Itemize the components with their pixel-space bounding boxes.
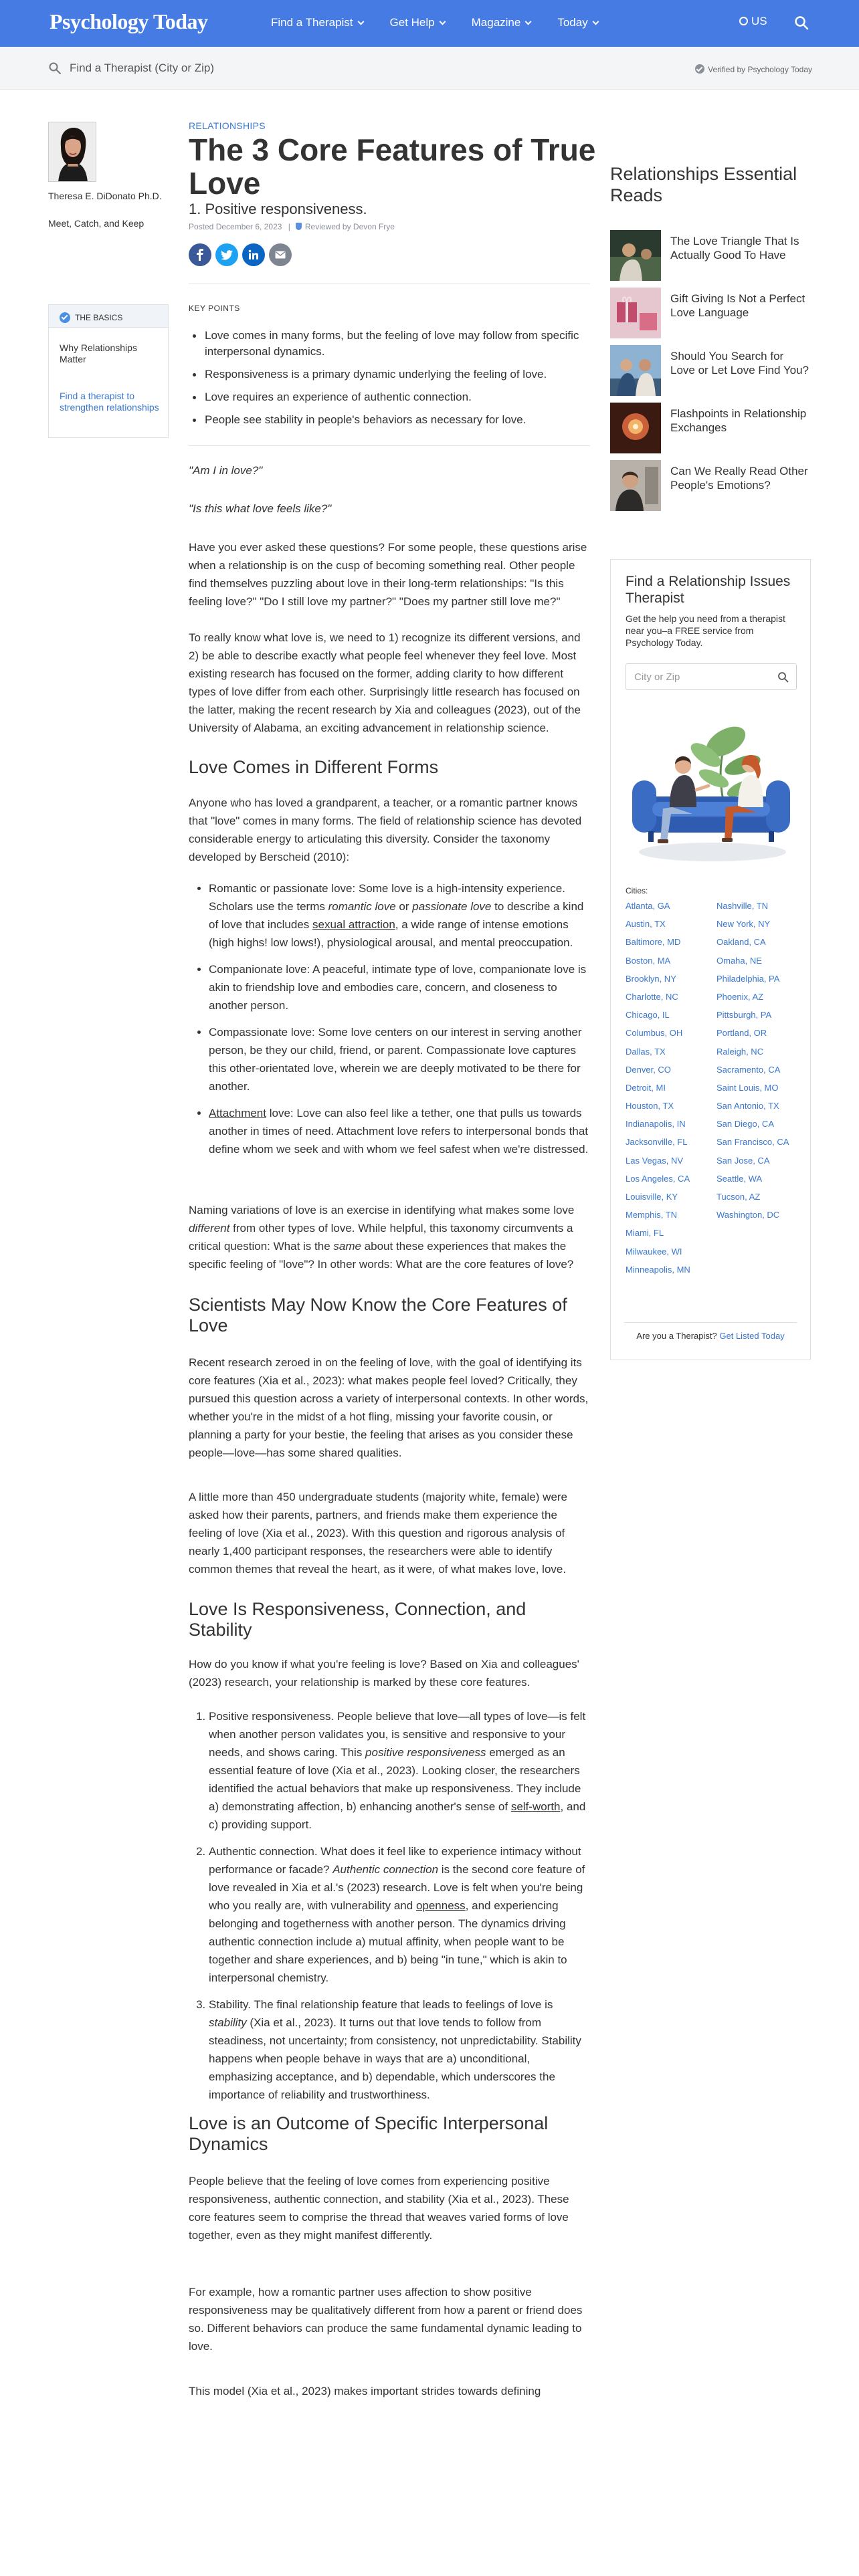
city-link[interactable]: Louisville, KY <box>626 1192 678 1202</box>
city-link[interactable]: Nashville, TN <box>717 901 769 911</box>
city-link[interactable]: Indianapolis, IN <box>626 1119 686 1130</box>
list-item: • Romantic or passionate love: Some love is a high-intensity experience. Scholars use the terms romantic love or passionate love to describe a kind of love that includes sexual attraction, a wide range of intense emotions (high highs! low lows!), physiological arousal, and mental preoccupation. <box>209 879 590 952</box>
check-icon <box>695 64 704 74</box>
search-icon[interactable] <box>777 671 789 683</box>
site-logo[interactable]: Psychology Today <box>50 9 208 33</box>
city-link[interactable]: Milwaukee, WI <box>626 1246 682 1257</box>
essential-read-item[interactable] <box>610 403 811 460</box>
share-buttons <box>189 243 292 266</box>
nav-label: Magazine <box>471 16 521 29</box>
city-link[interactable]: San Jose, CA <box>717 1155 770 1166</box>
chevron-down-icon <box>439 19 446 25</box>
city-link[interactable]: Baltimore, MD <box>626 937 681 948</box>
article-paragraph: A little more than 450 undergraduate students (majority white, female) were asked how their parents, partners, and friends make them experience the feeling of love (Xia et al., 2023). With this question and rigorous analysis of nearly 1,400 participant responses, the researchers were able to identify common themes that reveal the heart, as it were, of what makes love, love. <box>189 1491 568 1576</box>
city-link[interactable]: Brooklyn, NY <box>626 973 676 984</box>
the-basics-box <box>48 304 169 438</box>
chevron-down-icon <box>525 19 532 25</box>
article-paragraph: Naming variations of love is an exercise in identifying what makes some love different from other types of love. While helpful, this taxonomy circumvents a critical question: What is the same about these experiences that makes the specific feeling of "love"? In other words: What are the core features of love? <box>189 1204 575 1271</box>
city-link[interactable]: Raleigh, NC <box>717 1046 764 1057</box>
inline-link[interactable]: self-worth <box>510 1800 561 1813</box>
article-category[interactable]: RELATIONSHIPS <box>189 120 266 131</box>
basics-header <box>49 305 168 328</box>
article-title: The 3 Core Features of True Love <box>189 132 596 201</box>
list-item: • Companionate love: A peaceful, intimate type of love, companionate love is akin to friendship love and embodies care, concern, and closeness to another person. <box>209 960 590 1014</box>
list-item: 1. Positive responsiveness. People believe that love—all types of love—is felt when another person validates you, is sensitive and responsive to your needs, and shows caring. This positive responsiveness emerged as an essential feature of love (Xia et al., 2023). Looking closer, the researchers identified the actual behaviors that make up responsiveness. They include a) demonstrating affection, b) enhancing another's sense of self-worth, and c) providing support. <box>209 1707 590 1834</box>
read-title[interactable]: Can We Really Read Other People's Emotions? <box>670 465 808 492</box>
read-thumbnail <box>610 460 661 511</box>
find-therapist-text: Get the help you need from a therapist near you–a FREE service from Psychology Today. <box>626 613 785 648</box>
city-link[interactable]: Tucson, AZ <box>717 1192 761 1202</box>
city-link[interactable]: Chicago, IL <box>626 1010 670 1021</box>
key-point: People see stability in people's behaviors as necessary for love. <box>189 412 590 428</box>
email-share-button[interactable] <box>269 243 292 266</box>
article-paragraph: This model (Xia et al., 2023) makes important strides towards defining <box>189 2385 541 2397</box>
key-point: Responsiveness is a primary dynamic underlying the feeling of love. <box>189 366 590 383</box>
cities-label: Cities: <box>626 886 648 895</box>
city-link[interactable]: Philadelphia, PA <box>717 973 780 984</box>
therapist-search-label[interactable]: Find a Therapist (City or Zip) <box>70 62 215 74</box>
list-item: • Compassionate love: Some love centers on our interest in serving another person, be they our child, friend, or parent. Compassionate love captures this other-orientated love, wherein we are deeply motivated to be there for another. <box>209 1023 590 1095</box>
basics-link-relationships[interactable]: Why Relationships Matter <box>60 342 137 364</box>
article-subtitle: 1. Positive responsiveness. <box>189 201 367 217</box>
therapist-listing-cta <box>624 1330 797 1341</box>
city-zip-input[interactable] <box>626 663 797 690</box>
facebook-share-button[interactable] <box>189 243 211 266</box>
city-link[interactable]: San Antonio, TX <box>717 1101 779 1111</box>
city-link[interactable]: San Francisco, CA <box>717 1137 789 1148</box>
nav-magazine[interactable] <box>472 16 531 29</box>
list-item: 2. Authentic connection. What does it feel like to experience intimacy without performance or facade? Authentic connection is the second core feature of love revealed in Xia et al.'s (2023) research. Love is felt when you're being who you really are, with vulnerability and openness, and experiencing belonging and togetherness with another person. The dynamics driving authentic connection include a) mutual affinity, when people want to be together and share experiences, and b) being "in tune," which is akin to interpersonal chemistry. <box>209 1842 590 1987</box>
city-link[interactable]: Jacksonville, FL <box>626 1137 688 1148</box>
list-item: • Attachment love: Love can also feel like a tether, one that pulls us towards another in times of need. Attachment love refers to interpersonal bonds that define whom we seek and with whom we feel safest when we're distressed. <box>209 1104 590 1158</box>
essential-reads-list <box>610 230 811 518</box>
find-therapist-box <box>610 559 811 1360</box>
city-link[interactable]: Omaha, NE <box>717 955 762 966</box>
read-title[interactable]: The Love Triangle That Is Actually Good To Have <box>670 235 799 261</box>
article-meta <box>189 222 395 231</box>
key-point: Love comes in many forms, but the feeling of love may follow from specific interpersonal dynamics. <box>189 328 590 360</box>
city-link[interactable]: Memphis, TN <box>626 1210 678 1220</box>
verified-text: Verified by Psychology Today <box>708 65 812 74</box>
linkedin-share-button[interactable] <box>242 243 265 266</box>
nav-find-therapist[interactable] <box>271 16 363 29</box>
listing-question: Are you a Therapist? <box>636 1331 717 1341</box>
verified-badge <box>695 64 812 74</box>
chevron-down-icon <box>592 19 599 25</box>
article-paragraph: To really know what love is, we need to 1) recognize its different versions, and 2) be able to describe exactly what people feel whenever they feel love. Most existing research has focused on the former, adding clarity to how different types of love differ from each other. Surprisingly little research has focused on the latter, making the recent research by Xia and colleagues (2023), out of the University of Alabama, an exciting advancement in relationship science. <box>189 631 581 734</box>
city-link[interactable]: Miami, FL <box>626 1228 664 1239</box>
search-icon <box>48 62 62 75</box>
section-heading: Love Comes in Different Forms <box>189 757 439 777</box>
basics-link-find-therapist[interactable]: Find a therapist to strengthen relationships <box>60 391 159 413</box>
core-features-list <box>189 1707 590 2104</box>
search-icon[interactable] <box>794 15 809 30</box>
cities-list <box>626 901 801 1283</box>
nav-label: Get Help <box>389 16 435 29</box>
region-label: US <box>751 15 767 27</box>
love-forms-list <box>189 879 590 1158</box>
divider <box>624 1322 797 1323</box>
city-link[interactable]: Minneapolis, MN <box>626 1264 690 1275</box>
essential-read-item[interactable] <box>610 288 811 345</box>
author-column[interactable]: Meet, Catch, and Keep <box>48 218 145 229</box>
nav-get-help[interactable] <box>390 16 445 29</box>
city-link[interactable]: San Diego, CA <box>717 1119 774 1130</box>
posted-date: Posted December 6, 2023 <box>189 222 282 231</box>
shield-icon <box>296 223 302 230</box>
therapy-illustration <box>626 702 797 862</box>
nav-label: Find a Therapist <box>271 16 353 29</box>
read-title[interactable]: Should You Search for Love or Let Love Find You? <box>670 350 809 377</box>
therapist-search-bar[interactable] <box>0 47 859 90</box>
divider <box>189 445 590 446</box>
city-link[interactable]: Charlotte, NC <box>626 991 678 1002</box>
basics-title: THE BASICS <box>75 313 123 322</box>
facebook-icon <box>195 249 205 261</box>
inline-link[interactable]: sexual attraction <box>312 918 395 931</box>
city-link[interactable]: Houston, TX <box>626 1101 674 1111</box>
nav-today[interactable] <box>557 16 597 29</box>
essential-reads-title: Relationships Essential Reads <box>610 164 797 205</box>
essential-read-item[interactable] <box>610 345 811 403</box>
main-nav <box>271 16 598 29</box>
city-link[interactable]: Detroit, MI <box>626 1082 666 1093</box>
author-avatar[interactable] <box>48 122 96 182</box>
city-link[interactable]: Las Vegas, NV <box>626 1155 683 1166</box>
city-link[interactable]: Austin, TX <box>626 919 666 930</box>
essential-read-item[interactable] <box>610 230 811 288</box>
article-quote: "Am I in love?" <box>189 464 263 477</box>
essential-read-item[interactable] <box>610 460 811 518</box>
key-points-list <box>189 328 590 435</box>
article-paragraph: How do you know if what you're feeling is love? Based on Xia and colleagues' (2023) research, your relationship is marked by these core features. <box>189 1658 579 1689</box>
inline-link[interactable]: Attachment <box>209 1107 266 1119</box>
article-body <box>189 461 590 2400</box>
city-link[interactable]: Oakland, CA <box>717 937 766 948</box>
top-navigation <box>0 0 859 47</box>
region-selector[interactable] <box>739 15 767 28</box>
city-link[interactable]: Washington, DC <box>717 1210 780 1220</box>
city-link[interactable]: Denver, CO <box>626 1064 671 1075</box>
article-paragraph: Anyone who has loved a grandparent, a teacher, or a romantic partner knows that "love" comes in many forms. The field of relationship science has devoted considerable energy to articulating this diversity. Consider the taxonomy developed by Berscheid (2010): <box>189 796 582 863</box>
key-points-label: KEY POINTS <box>189 304 240 313</box>
read-thumbnail <box>610 288 661 338</box>
city-link[interactable]: Columbus, OH <box>626 1028 683 1039</box>
reviewed-by[interactable]: Reviewed by Devon Frye <box>304 222 395 231</box>
inline-link[interactable]: openness <box>415 1899 466 1912</box>
city-link[interactable]: Atlanta, GA <box>626 901 670 911</box>
read-title[interactable]: Gift Giving Is Not a Perfect Love Language <box>670 292 805 319</box>
city-link[interactable]: Boston, MA <box>626 955 671 966</box>
read-thumbnail <box>610 230 661 281</box>
city-link[interactable]: Saint Louis, MO <box>717 1082 779 1093</box>
city-link[interactable]: Pittsburgh, PA <box>717 1010 772 1021</box>
twitter-share-button[interactable] <box>215 243 238 266</box>
city-link[interactable]: New York, NY <box>717 919 771 930</box>
check-circle-icon <box>60 312 70 323</box>
linkedin-icon <box>248 249 259 260</box>
read-title[interactable]: Flashpoints in Relationship Exchanges <box>670 407 807 434</box>
article-quote: "Is this what love feels like?" <box>189 502 332 515</box>
meta-divider: | <box>288 222 290 231</box>
city-link[interactable]: Phoenix, AZ <box>717 991 764 1002</box>
find-therapist-title: Find a Relationship Issues Therapist <box>626 574 791 606</box>
article-paragraph: For example, how a romantic partner uses affection to show positive responsiveness may be qualitatively different from how a parent or friend does so. Different behaviors can produce the same fundamental dynamic leading to love. <box>189 2286 583 2353</box>
twitter-icon <box>221 250 233 260</box>
city-link[interactable]: Los Angeles, CA <box>626 1173 690 1184</box>
list-item: 3. Stability. The final relationship feature that leads to feelings of love is stability (Xia et al., 2023). It turns out that love tends to follow from steadiness, not uncertainty; from consistency, not unpredictability. Stability happens when people behave in ways that are a) unconditional, emphasizing acceptance, and b) dependable, which underscores the importance of reliability and trustworthiness. <box>209 1996 590 2104</box>
read-thumbnail <box>610 403 661 453</box>
article-paragraph: Have you ever asked these questions? For some people, these questions arise when a relationship is on the cusp of becoming something real. Other people find themselves puzzling about love in their long-term relationships: "Is this feeling love?" "Do I still love my partner?" "Does my partner still love me?" <box>189 541 587 608</box>
city-link[interactable]: Seattle, WA <box>717 1173 763 1184</box>
get-listed-link[interactable]: Get Listed Today <box>719 1331 785 1341</box>
author-name[interactable]: Theresa E. DiDonato Ph.D. <box>48 191 162 201</box>
read-thumbnail <box>610 345 661 396</box>
article-paragraph: People believe that the feeling of love comes from experiencing positive responsiveness, authentic connection, and stability (Xia et al., 2023). These core features seem to comprise the thread that weaves varied forms of love together, even as they might manifest differently. <box>189 2175 569 2242</box>
city-link[interactable]: Portland, OR <box>717 1028 767 1039</box>
nav-label: Today <box>557 16 588 29</box>
chevron-down-icon <box>357 19 364 25</box>
city-link[interactable]: Sacramento, CA <box>717 1064 781 1075</box>
author-portrait <box>49 122 96 182</box>
key-point: Love requires an experience of authentic connection. <box>189 389 590 405</box>
globe-icon <box>739 17 748 25</box>
section-heading: Love is an Outcome of Specific Interpersonal Dynamics <box>189 2113 549 2154</box>
email-icon <box>275 251 286 259</box>
section-heading: Love Is Responsiveness, Connection, and Stability <box>189 1599 527 1640</box>
section-heading: Scientists May Now Know the Core Features of Love <box>189 1295 567 1335</box>
city-link[interactable]: Dallas, TX <box>626 1046 666 1057</box>
article-paragraph: Recent research zeroed in on the feeling of love, with the goal of identifying its core features (Xia et al., 2023): what makes people feel loved? Critically, they pursued this question across a variety of interpersonal contexts. In other words, whether you're in the midst of a hot fling, missing your favorite cousin, or planning a party for your bestie, the feeling that arises as you consider these people—love—has some shared qualities. <box>189 1356 589 1459</box>
city-zip-placeholder: City or Zip <box>634 671 680 683</box>
